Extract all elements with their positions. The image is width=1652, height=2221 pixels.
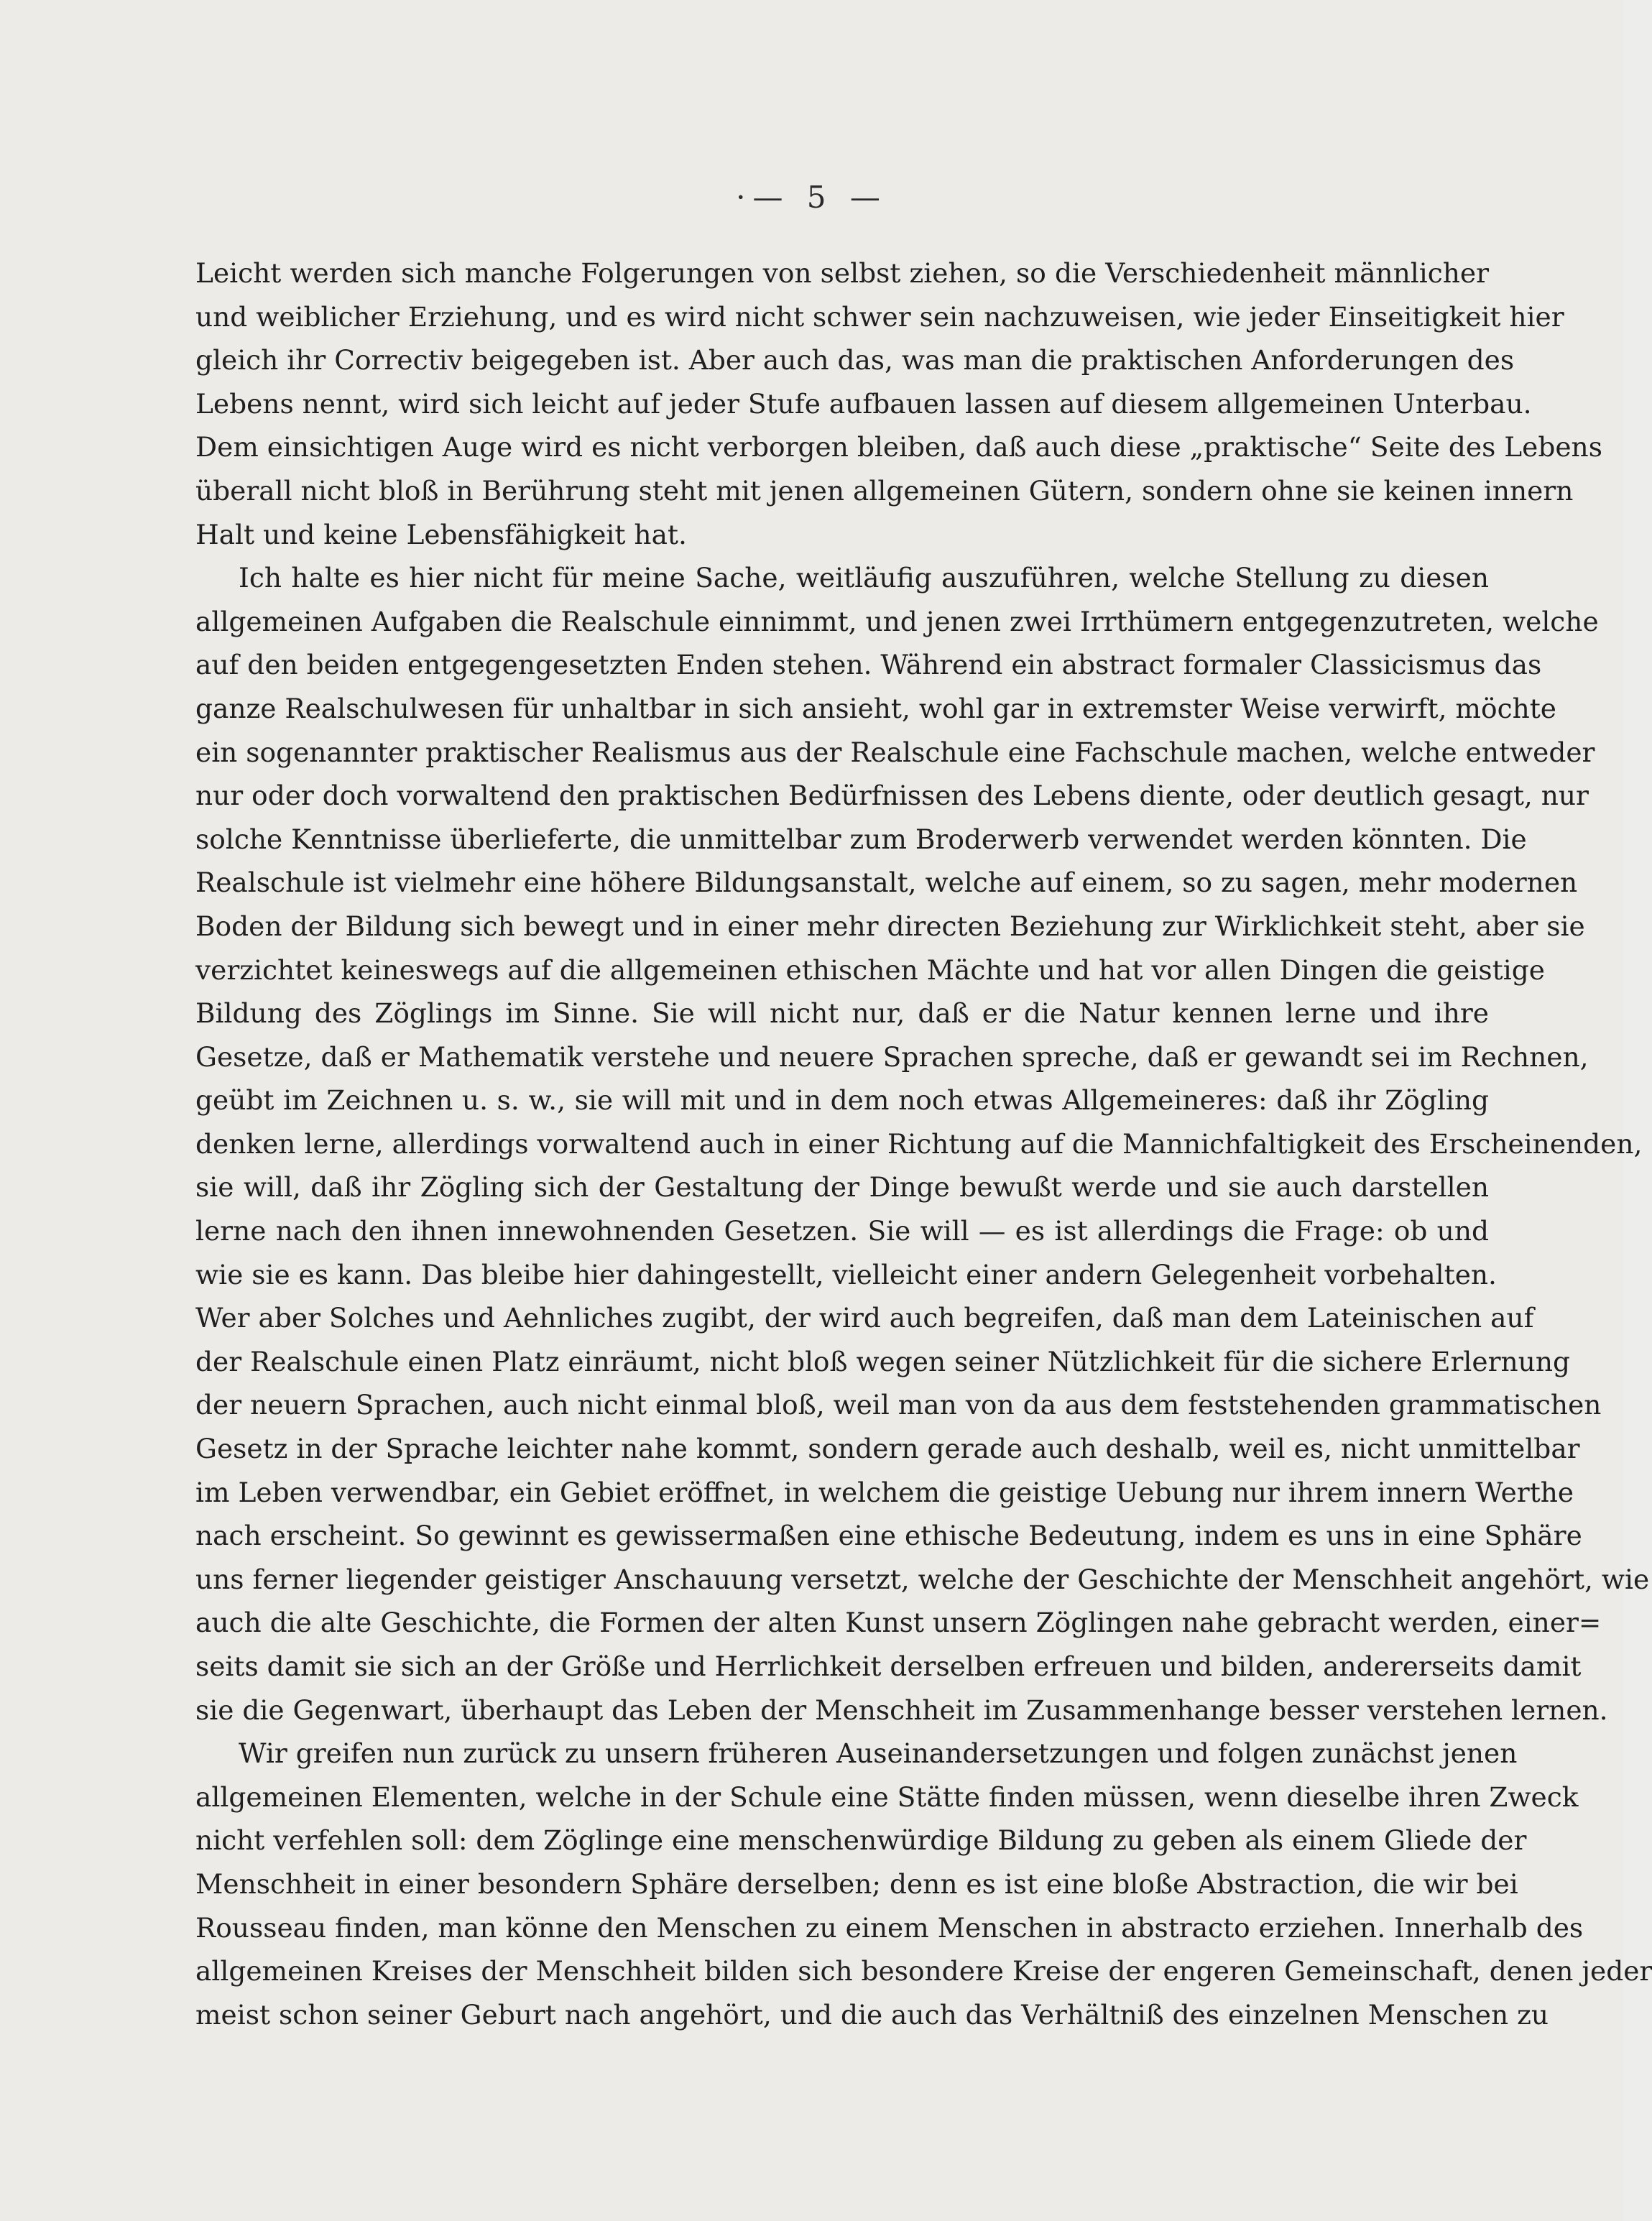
text-line: nicht verfehlen soll: dem Zöglinge eine menschenwürdige Bildung zu geben als einem Gliede der: [195, 1824, 1527, 1857]
text-line: allgemeinen Elementen, welche in der Schule eine Stätte finden müssen, wenn dieselbe ihren Zweck: [195, 1781, 1579, 1813]
text-line: denken lerne, allerdings vorwaltend auch in einer Richtung auf die Mannichfaltigkeit des Erscheinenden,: [195, 1127, 1643, 1160]
text-line: verzichtet keineswegs auf die allgemeinen ethischen Mächte und hat vor allen Dingen die geistige: [195, 953, 1545, 986]
text-line: ganze Realschulwesen für unhaltbar in sich ansieht, wohl gar in extremster Weise verwirft, möchte: [195, 692, 1556, 724]
text-line: Bildung des Zöglings im Sinne. Sie will nicht nur, daß er die Natur kennen lerne und ihre: [195, 997, 1489, 1030]
text-line: ein sogenannter praktischer Realismus aus der Realschule eine Fachschule machen, welche entweder: [195, 736, 1595, 768]
text-line: Wer aber Solches und Aehnliches zugibt, der wird auch begreifen, daß man dem Lateinischen auf: [195, 1302, 1534, 1334]
text-line: Realschule ist vielmehr eine höhere Bildungsanstalt, welche auf einem, so zu sagen, mehr modernen: [195, 867, 1578, 899]
text-line: meist schon seiner Geburt nach angehört, und die auch das Verhältniß des einzelnen Menschen zu: [195, 1998, 1549, 2031]
text-line: lerne nach den ihnen innewohnenden Gesetzen. Sie will — es ist allerdings die Frage: ob und: [195, 1215, 1489, 1247]
text-line: allgemeinen Kreises der Menschheit bilden sich besondere Kreise der engeren Gemeinschaft, denen jeder: [195, 1955, 1652, 1987]
body-text: [195, 251, 1652, 2036]
page-number: ·— 5 —: [736, 180, 887, 215]
text-line: und weiblicher Erziehung, und es wird nicht schwer sein nachzuweisen, wie jeder Einseitigkeit hier: [195, 300, 1564, 333]
text-line: Gesetz in der Sprache leichter nahe kommt, sondern gerade auch deshalb, weil es, nicht unmittelbar: [195, 1433, 1580, 1465]
text-line: sie will, daß ihr Zögling sich der Gestaltung der Dinge bewußt werde und sie auch darstellen: [195, 1171, 1489, 1204]
text-line: geübt im Zeichnen u. s. w., sie will mit und in dem noch etwas Allgemeineres: daß ihr Zögling: [195, 1084, 1489, 1117]
text-line: Menschheit in einer besondern Sphäre derselben; denn es ist eine bloße Abstraction, die wir bei: [195, 1867, 1518, 1900]
text-line: Wir greifen nun zurück zu unsern früheren Auseinandersetzungen und folgen zunächst jenen: [239, 1737, 1518, 1770]
text-line: wie sie es kann. Das bleibe hier dahingestellt, vielleicht einer andern Gelegenheit vorbehalten.: [195, 1258, 1497, 1290]
text-line: nur oder doch vorwaltend den praktischen Bedürfnissen des Lebens diente, oder deutlich gesagt, nur: [195, 780, 1589, 812]
text-line: seits damit sie sich an der Größe und Herrlichkeit derselben erfreuen und bilden, andererseits damit: [195, 1650, 1582, 1682]
text-line: uns ferner liegender geistiger Anschauung versetzt, welche der Geschichte der Menschheit angehört, wie: [195, 1563, 1650, 1595]
text-line: Dem einsichtigen Auge wird es nicht verborgen bleiben, daß auch diese „praktische“ Seite des Lebens: [195, 431, 1602, 463]
text-line: überall nicht bloß in Berührung steht mit jenen allgemeinen Gütern, sondern ohne sie keinen innern: [195, 474, 1574, 507]
text-line: Rousseau finden, man könne den Menschen zu einem Menschen in abstracto erziehen. Innerhalb des: [195, 1911, 1584, 1944]
text-line: der Realschule einen Platz einräumt, nicht bloß wegen seiner Nützlichkeit für die sichere Erlernung: [195, 1345, 1570, 1377]
text-line: Ich halte es hier nicht für meine Sache, weitläufig auszuführen, welche Stellung zu diesen: [239, 562, 1489, 594]
text-line: allgemeinen Aufgaben die Realschule einnimmt, und jenen zwei Irrthümern entgegenzutreten, welche: [195, 605, 1599, 637]
text-line: auf den beiden entgegengesetzten Enden stehen. Während ein abstract formaler Classicismus das: [195, 649, 1542, 681]
text-line: sie die Gegenwart, überhaupt das Leben der Menschheit im Zusammenhange besser verstehen lernen.: [195, 1694, 1608, 1726]
text-line: Lebens nennt, wird sich leicht auf jeder Stufe aufbauen lassen auf diesem allgemeinen Unterbau.: [195, 387, 1532, 420]
text-line: auch die alte Geschichte, die Formen der alten Kunst unsern Zöglingen nahe gebracht werden, einer=: [195, 1607, 1602, 1639]
text-line: Gesetze, daß er Mathematik verstehe und neuere Sprachen spreche, daß er gewandt sei im Rechnen,: [195, 1040, 1589, 1073]
text-line: Halt und keine Lebensfähigkeit hat.: [195, 518, 687, 550]
text-line: Leicht werden sich manche Folgerungen von selbst ziehen, so die Verschiedenheit männlicher: [195, 257, 1489, 289]
text-line: Boden der Bildung sich bewegt und in einer mehr directen Beziehung zur Wirklichkeit steht, aber sie: [195, 910, 1585, 942]
text-line: gleich ihr Correctiv beigegeben ist. Aber auch das, was man die praktischen Anforderungen des: [195, 344, 1515, 377]
text-line: im Leben verwendbar, ein Gebiet eröffnet, in welchem die geistige Uebung nur ihrem innern Werthe: [195, 1476, 1574, 1508]
text-line: solche Kenntnisse überlieferte, die unmittelbar zum Broderwerb verwendet werden könnten. Die: [195, 823, 1527, 855]
text-line: der neuern Sprachen, auch nicht einmal bloß, weil man von da aus dem feststehenden grammatischen: [195, 1389, 1602, 1421]
text-line: nach erscheint. So gewinnt es gewissermaßen eine ethische Bedeutung, indem es uns in eine Sphäre: [195, 1520, 1582, 1552]
